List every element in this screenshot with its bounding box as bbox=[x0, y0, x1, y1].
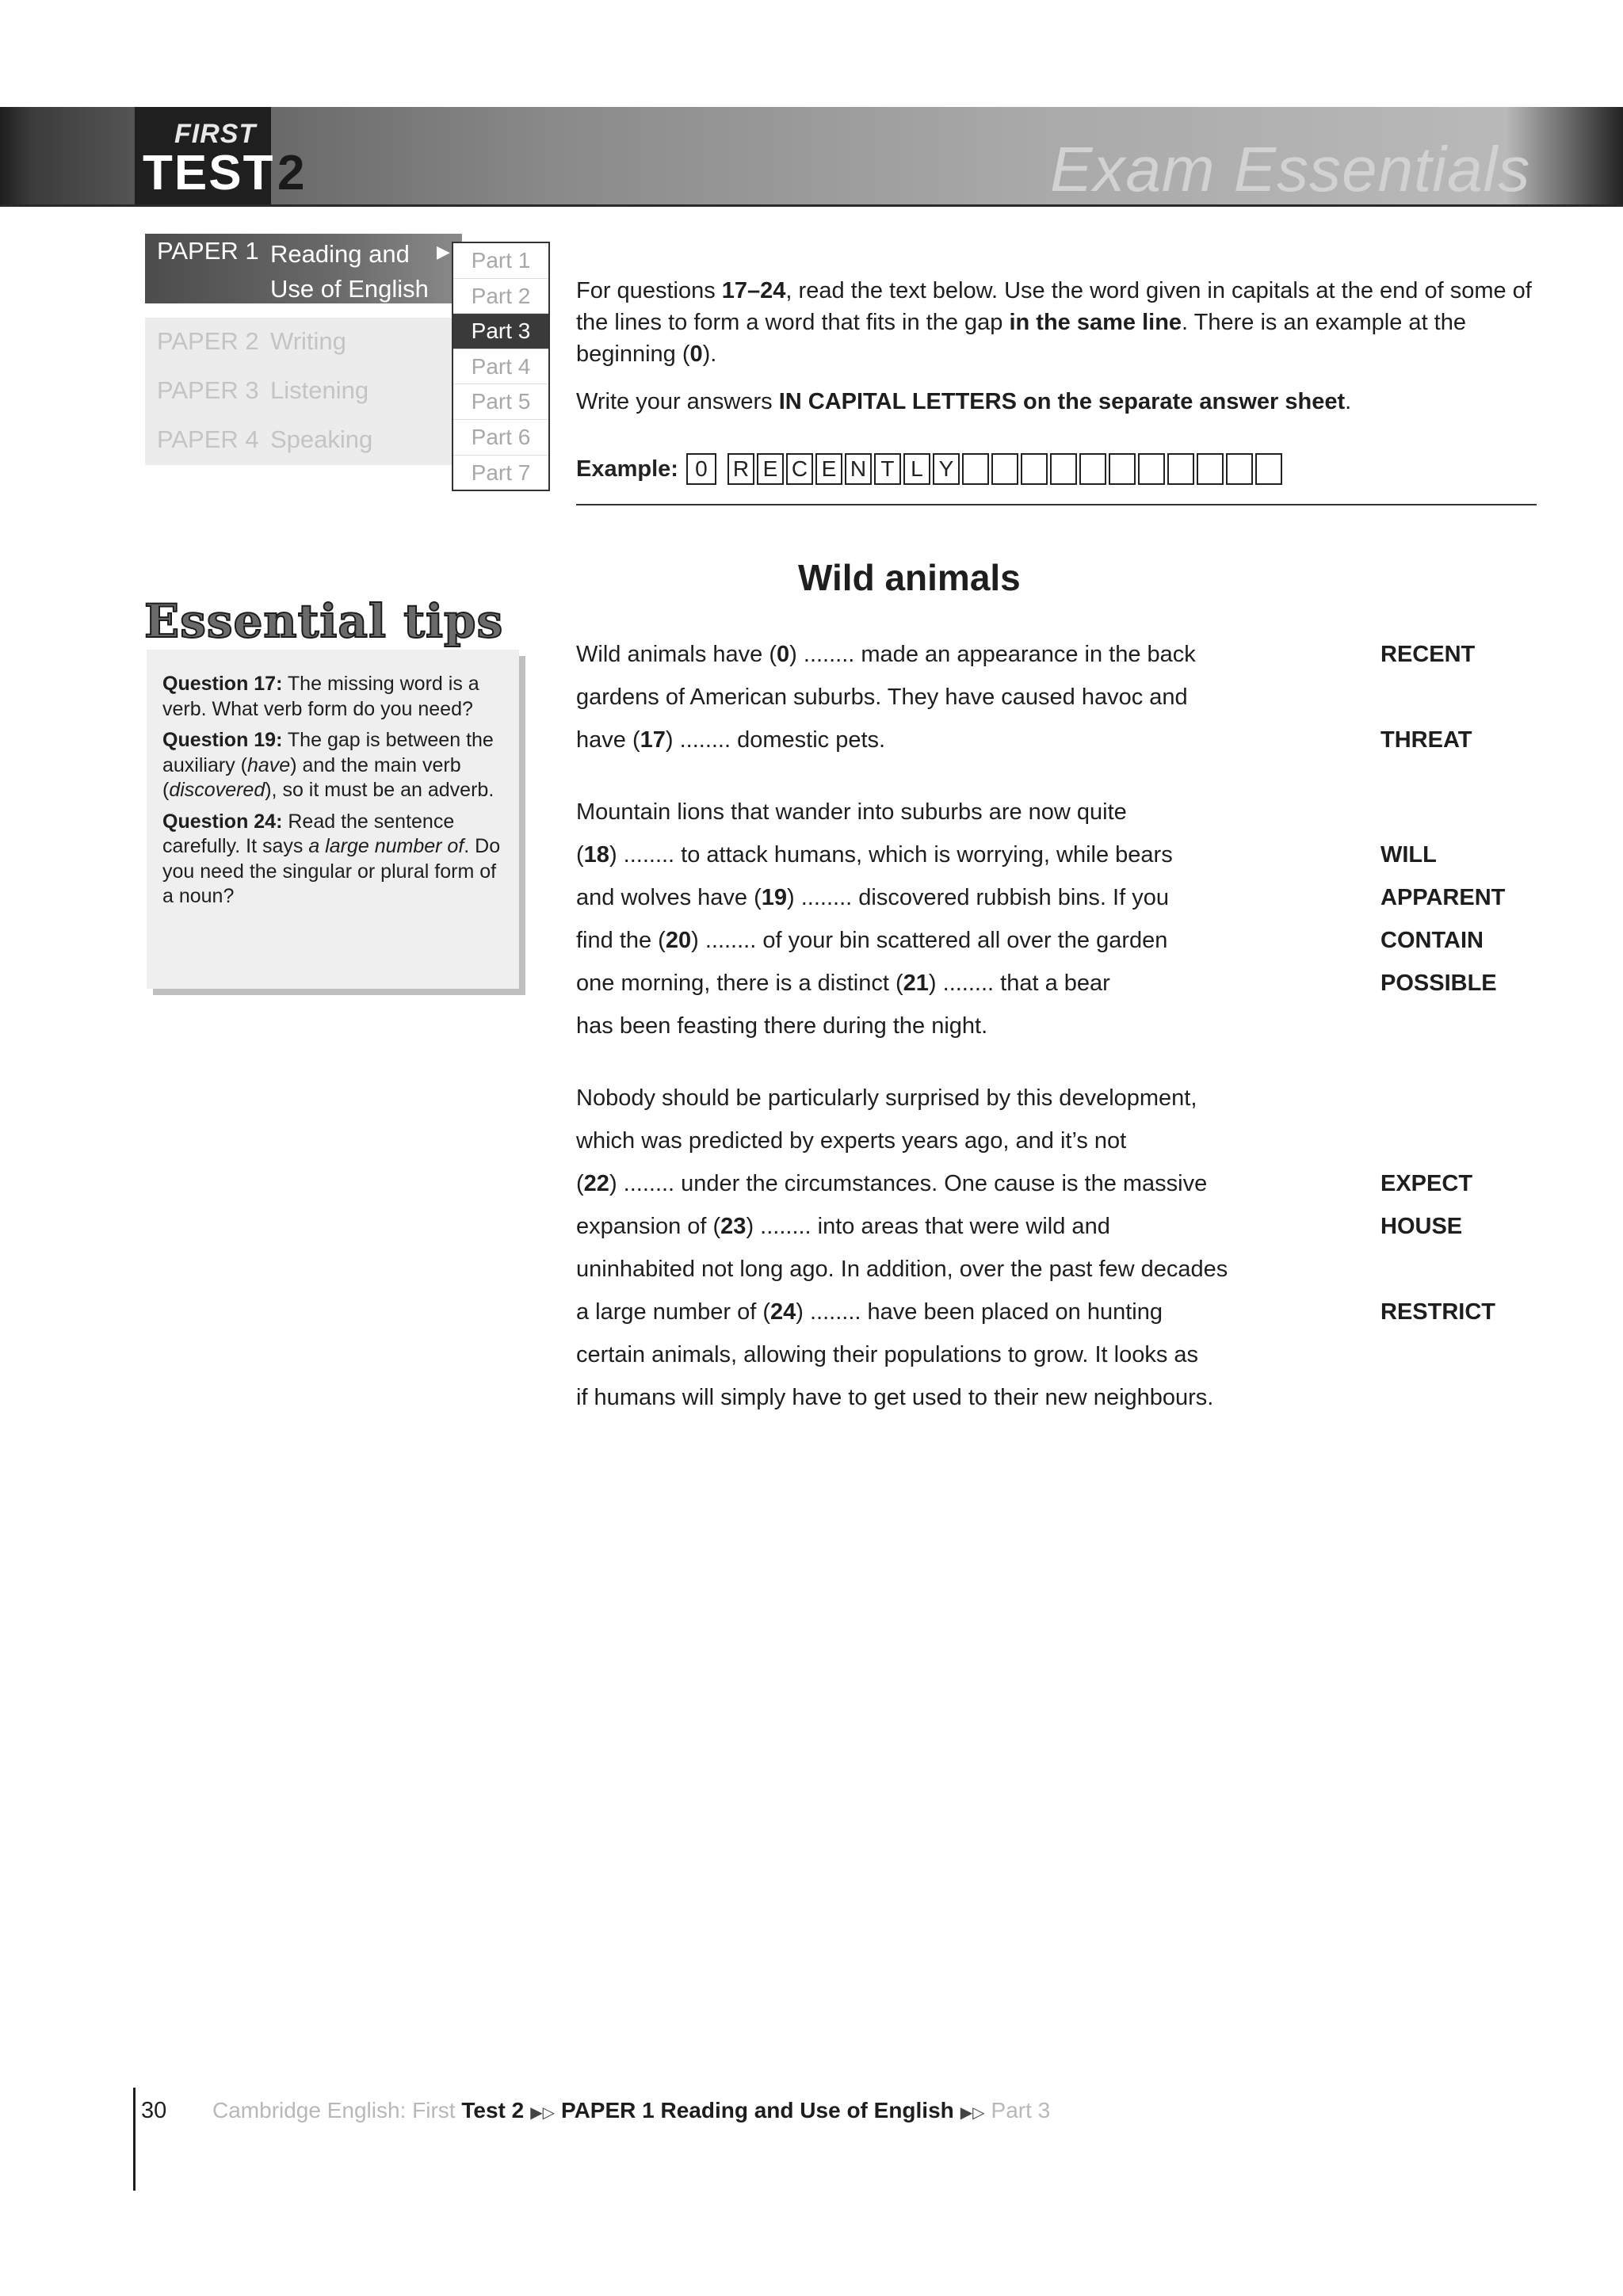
divider bbox=[576, 504, 1537, 505]
letter-box: Y bbox=[933, 453, 960, 485]
example-answer bbox=[576, 452, 1285, 486]
passage-line: expansion of (23) ........ into areas that were wild and bbox=[576, 1214, 1110, 1239]
letter-box bbox=[1021, 453, 1048, 485]
keyword: APPARENT bbox=[1381, 885, 1506, 910]
part-item-2[interactable]: Part 2 bbox=[453, 279, 548, 315]
tips-box bbox=[147, 650, 519, 989]
tip-item: Question 24: Read the sentence carefully. It says a large number of. Do you need the singular or plural form of a noun? bbox=[162, 810, 501, 907]
keyword: HOUSE bbox=[1381, 1214, 1463, 1239]
paper-number: PAPER 4 bbox=[157, 425, 259, 453]
passage-line: has been feasting there during the night. bbox=[576, 1013, 988, 1039]
footer-paper: PAPER 1 bbox=[560, 2098, 655, 2122]
paper-nav bbox=[145, 234, 462, 465]
header-rule bbox=[0, 204, 1623, 207]
keyword: CONTAIN bbox=[1381, 928, 1484, 953]
paper-name: Speaking bbox=[270, 425, 373, 453]
letter-box: N bbox=[845, 453, 872, 485]
letter-box bbox=[1197, 453, 1224, 485]
test-label: TEST bbox=[143, 146, 275, 200]
part-item-1[interactable]: Part 1 bbox=[453, 243, 548, 279]
answer-instruction: Write your answers IN CAPITAL LETTERS on the separate answer sheet. bbox=[576, 389, 1352, 414]
letter-box bbox=[1255, 453, 1282, 485]
paper-item-2[interactable] bbox=[145, 318, 462, 367]
part-item-5[interactable]: Part 5 bbox=[453, 384, 548, 420]
part-item-7[interactable]: Part 7 bbox=[471, 460, 531, 485]
tip-item: Question 19: The gap is between the auxiliary (have) and the main verb (discovered), so it must be an adverb. bbox=[162, 729, 495, 801]
tip-item: Question 17: The missing word is a verb. What verb form do you need? bbox=[162, 673, 479, 720]
passage-title: Wild animals bbox=[798, 557, 1021, 598]
paper-number: PAPER 1 bbox=[157, 237, 259, 265]
instructions-paragraph: For questions 17–24, read the text below. Use the word given in capitals at the end of some of the lines to form a word that fits in the gap in the same line. There is an example at the beginning (0). bbox=[576, 278, 1532, 367]
book-title: Cambridge English: First bbox=[212, 2098, 456, 2122]
passage-line: gardens of American suburbs. They have caused havoc and bbox=[576, 685, 1188, 710]
chevron-right-icon: ▶▷ bbox=[530, 2104, 555, 2122]
paper-item-4[interactable] bbox=[145, 416, 462, 465]
letter-box bbox=[991, 453, 1018, 485]
letter-box bbox=[1079, 453, 1106, 485]
footer-part: Part 3 bbox=[991, 2098, 1051, 2122]
page-number: 30 bbox=[141, 2098, 167, 2123]
passage-line: Mountain lions that wander into suburbs are now quite bbox=[576, 799, 1127, 825]
test-number: 2 bbox=[277, 146, 305, 200]
letter-box bbox=[1138, 453, 1165, 485]
letter-boxes bbox=[727, 453, 1285, 485]
paper-item-3[interactable] bbox=[145, 367, 462, 416]
passage-line: and wolves have (19) ........ discovered rubbish bins. If you bbox=[576, 885, 1169, 910]
letter-box bbox=[1109, 453, 1136, 485]
paper-name: Writing bbox=[270, 327, 346, 355]
paper-number: PAPER 2 bbox=[157, 327, 259, 355]
passage-line: have (17) ........ domestic pets. bbox=[576, 727, 886, 753]
passage-line: one morning, there is a distinct (21) ........ that a bear bbox=[576, 971, 1110, 996]
chevron-right-icon: ▶▷ bbox=[960, 2104, 985, 2122]
first-label: FIRST bbox=[174, 119, 257, 149]
keyword: WILL bbox=[1381, 842, 1437, 868]
footer-rule bbox=[133, 2088, 136, 2191]
letter-box: E bbox=[815, 453, 842, 485]
paper-item-1[interactable] bbox=[145, 234, 462, 303]
part-item-3[interactable]: Part 3 bbox=[453, 314, 548, 349]
section-title: Exam Essentials bbox=[1050, 134, 1531, 204]
letter-box bbox=[962, 453, 989, 485]
passage-line: which was predicted by experts years ago, and it’s not bbox=[576, 1128, 1127, 1154]
parts-nav bbox=[452, 242, 550, 491]
letter-box: T bbox=[874, 453, 901, 485]
footer-test: Test 2 bbox=[461, 2098, 525, 2122]
passage-line: Nobody should be particularly surprised by this development, bbox=[576, 1085, 1197, 1111]
paper-number: PAPER 3 bbox=[157, 376, 259, 404]
letter-box: C bbox=[786, 453, 813, 485]
keyword: THREAT bbox=[1381, 727, 1472, 753]
example-number-box: 0 bbox=[686, 453, 716, 485]
footer-paper-name: Reading and Use of English bbox=[660, 2098, 954, 2122]
passage-line: a large number of (24) ........ have been placed on hunting bbox=[576, 1299, 1163, 1325]
part-item-6[interactable]: Part 6 bbox=[453, 420, 548, 456]
passage-line: (18) ........ to attack humans, which is worrying, while bears bbox=[576, 842, 1173, 868]
letter-box bbox=[1050, 453, 1077, 485]
arrow-right-icon: ▶ bbox=[437, 242, 450, 261]
letter-box: E bbox=[757, 453, 784, 485]
letter-box bbox=[1226, 453, 1253, 485]
footer-breadcrumb bbox=[212, 2098, 1050, 2123]
passage-line: (22) ........ under the circumstances. One cause is the massive bbox=[576, 1171, 1208, 1196]
passage-line: if humans will simply have to get used to their new neighbours. bbox=[576, 1385, 1214, 1410]
letter-box bbox=[1167, 453, 1194, 485]
tips-heading: Essential tips bbox=[144, 594, 504, 648]
paper-name: Listening bbox=[270, 376, 369, 404]
passage-line: Wild animals have (0) ........ made an appearance in the back bbox=[576, 642, 1196, 667]
example-label: Example: bbox=[576, 456, 678, 482]
part-item-4[interactable]: Part 4 bbox=[453, 349, 548, 385]
letter-box: R bbox=[727, 453, 754, 485]
letter-box: L bbox=[903, 453, 930, 485]
paper-name: Reading and Use of English bbox=[270, 240, 429, 303]
passage-line: find the (20) ........ of your bin scattered all over the garden bbox=[576, 928, 1168, 953]
keyword: RESTRICT bbox=[1381, 1299, 1495, 1325]
passage-line: certain animals, allowing their populations to grow. It looks as bbox=[576, 1342, 1199, 1367]
keyword: POSSIBLE bbox=[1381, 971, 1497, 996]
keyword: RECENT bbox=[1381, 642, 1476, 667]
passage-line: uninhabited not long ago. In addition, over the past few decades bbox=[576, 1257, 1228, 1282]
keyword: EXPECT bbox=[1381, 1171, 1473, 1196]
